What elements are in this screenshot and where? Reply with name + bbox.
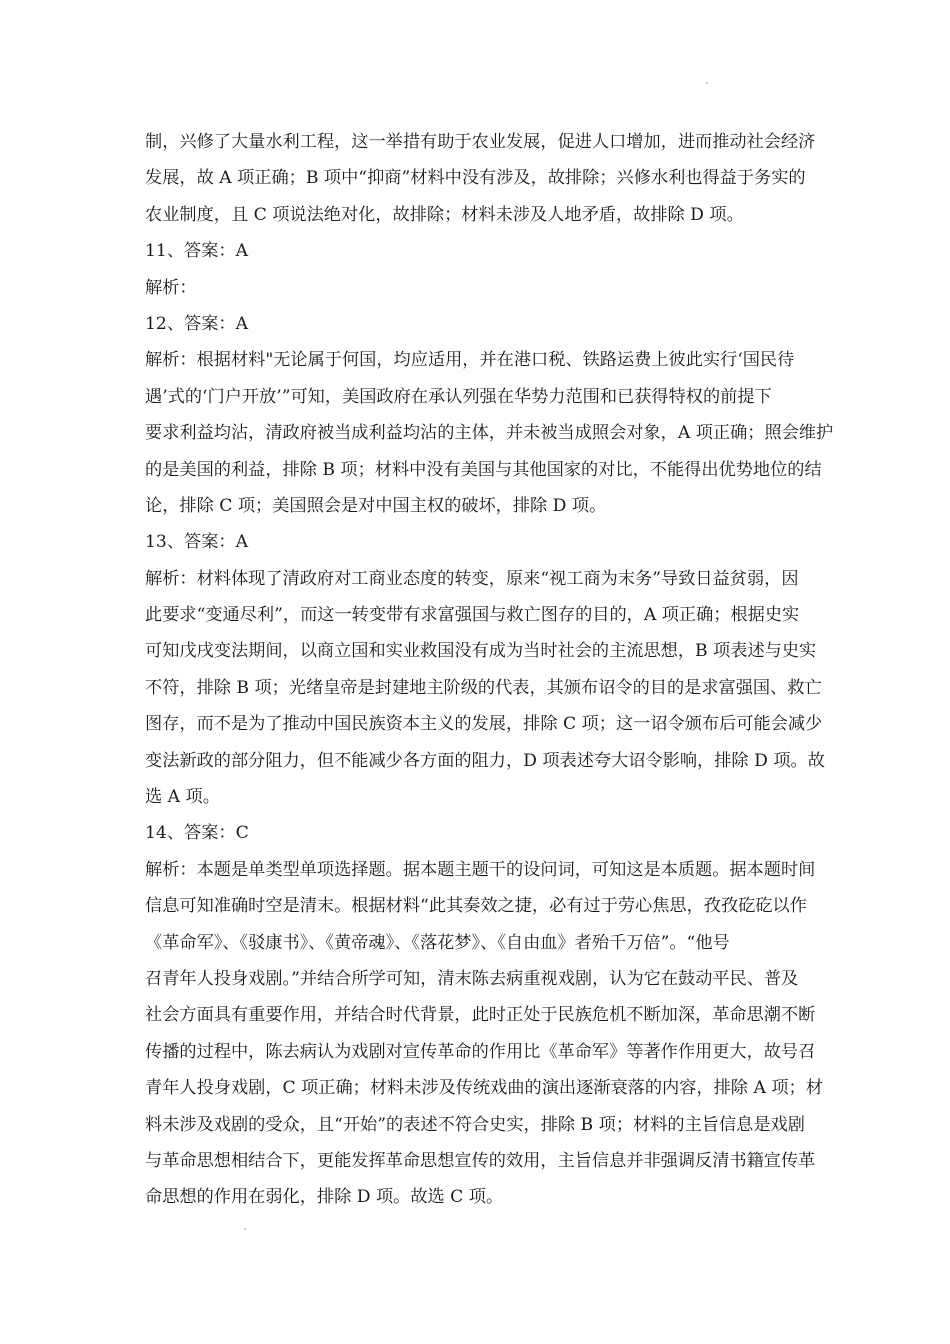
- text-line: 青年人投身戏剧，C 项正确；材料未涉及传统戏曲的演出逐渐衰落的内容，排除 A 项；材: [145, 1078, 823, 1099]
- text-line: 与革命思想相结合下，更能发挥革命思想宣传的效用，主旨信息并非强调反清书籍宣传革: [145, 1150, 816, 1171]
- text-line: 解析：本题是单类型单项选择题。据本题主题干的设问词，可知这是本质题。据本题时间: [145, 859, 816, 880]
- answer-explanations: [145, 124, 834, 1216]
- text-line: 发展，故 A 项正确；B 项中“抑商”材料中没有涉及，故排除；兴修水利也得益于务实的: [145, 168, 806, 189]
- explanation-11-label: 解析：: [145, 277, 197, 298]
- text-line: 变法新政的部分阻力，但不能减少各方面的阻力，D 项表述夸大诏令影响，排除 D 项。故: [145, 750, 825, 771]
- answer-12-heading: 12、答案：A: [145, 313, 249, 334]
- text-line: 不符，排除 B 项；光绪皇帝是封建地主阶级的代表，其颁布诏令的目的是求富强国、救亡: [145, 677, 822, 698]
- text-line: 的是美国的利益，排除 B 项；材料中没有美国与其他国家的对比，不能得出优势地位的结: [145, 459, 822, 480]
- text-line: 要求利益均沾，清政府被当成利益均沾的主体，并未被当成照会对象，A 项正确；照会维护: [145, 423, 834, 444]
- text-line: 社会方面具有重要作用，并结合时代背景，此时正处于民族危机不断加深，革命思潮不断: [145, 1005, 816, 1026]
- text-line: 遇’式的‘门户开放’”可知，美国政府在承认列强在华势力范围和已获得特权的前提下: [145, 386, 772, 407]
- text-line: 选 A 项。: [145, 787, 220, 808]
- text-line: 传播的过程中，陈去病认为戏剧对宣传革命的作用比《革命军》等著作作用更大，故号召: [145, 1041, 816, 1062]
- text-line: 《革命军》、《驳康书》、《黄帝魂》、《落花梦》、《自由血》者殆千万倍”。“他号: [145, 932, 730, 953]
- answer-14-heading: 14、答案：C: [145, 823, 249, 844]
- text-line: 命思想的作用在弱化，排除 D 项。故选 C 项。: [145, 1187, 504, 1208]
- text-line: 论，排除 C 项；美国照会是对中国主权的破坏，排除 D 项。: [145, 495, 607, 516]
- text-line: 制，兴修了大量水利工程，这一举措有助于农业发展，促进人口增加，进而推动社会经济: [145, 132, 816, 152]
- text-line: 农业制度，且 C 项说法绝对化，故排除；材料未涉及人地矛盾，故排除 D 项。: [145, 204, 744, 225]
- page-mark-top: [706, 82, 708, 84]
- page-mark-bottom: [244, 1228, 246, 1230]
- text-line: 此要求“变通尽利”，而这一转变带有求富强国与救亡图存的目的，A 项正确；根据史实: [145, 605, 800, 626]
- text-line: 可知戊戌变法期间，以商立国和实业救国没有成为当时社会的主流思想，B 项表述与史实: [145, 641, 817, 662]
- text-line: 信息可知准确时空是清末。根据材料“此其奏效之捷，必有过于劳心焦思，孜孜矻矻以作: [145, 896, 807, 917]
- text-line: 召青年人投身戏剧。”并结合所学可知，清末陈去病重视戏剧，认为它在鼓动平民、普及: [145, 968, 799, 989]
- answer-13-heading: 13、答案：A: [145, 532, 249, 553]
- text-line: 解析：材料体现了清政府对工商业态度的转变，原来“视工商为末务”导致日益贫弱，因: [145, 568, 799, 589]
- answer-11-heading: 11、答案：A: [145, 241, 249, 262]
- text-line: 图存，而不是为了推动中国民族资本主义的发展，排除 C 项；这一诏令颁布后可能会减少: [145, 714, 823, 735]
- text-line: 料未涉及戏剧的受众，且“开始”的表述不符合史实，排除 B 项；材料的主旨信息是戏剧: [145, 1114, 805, 1135]
- text-line: 解析：根据材料"无论属于何国，均应适用，并在港口税、铁路运费上彼此实行‘国民待: [145, 350, 795, 371]
